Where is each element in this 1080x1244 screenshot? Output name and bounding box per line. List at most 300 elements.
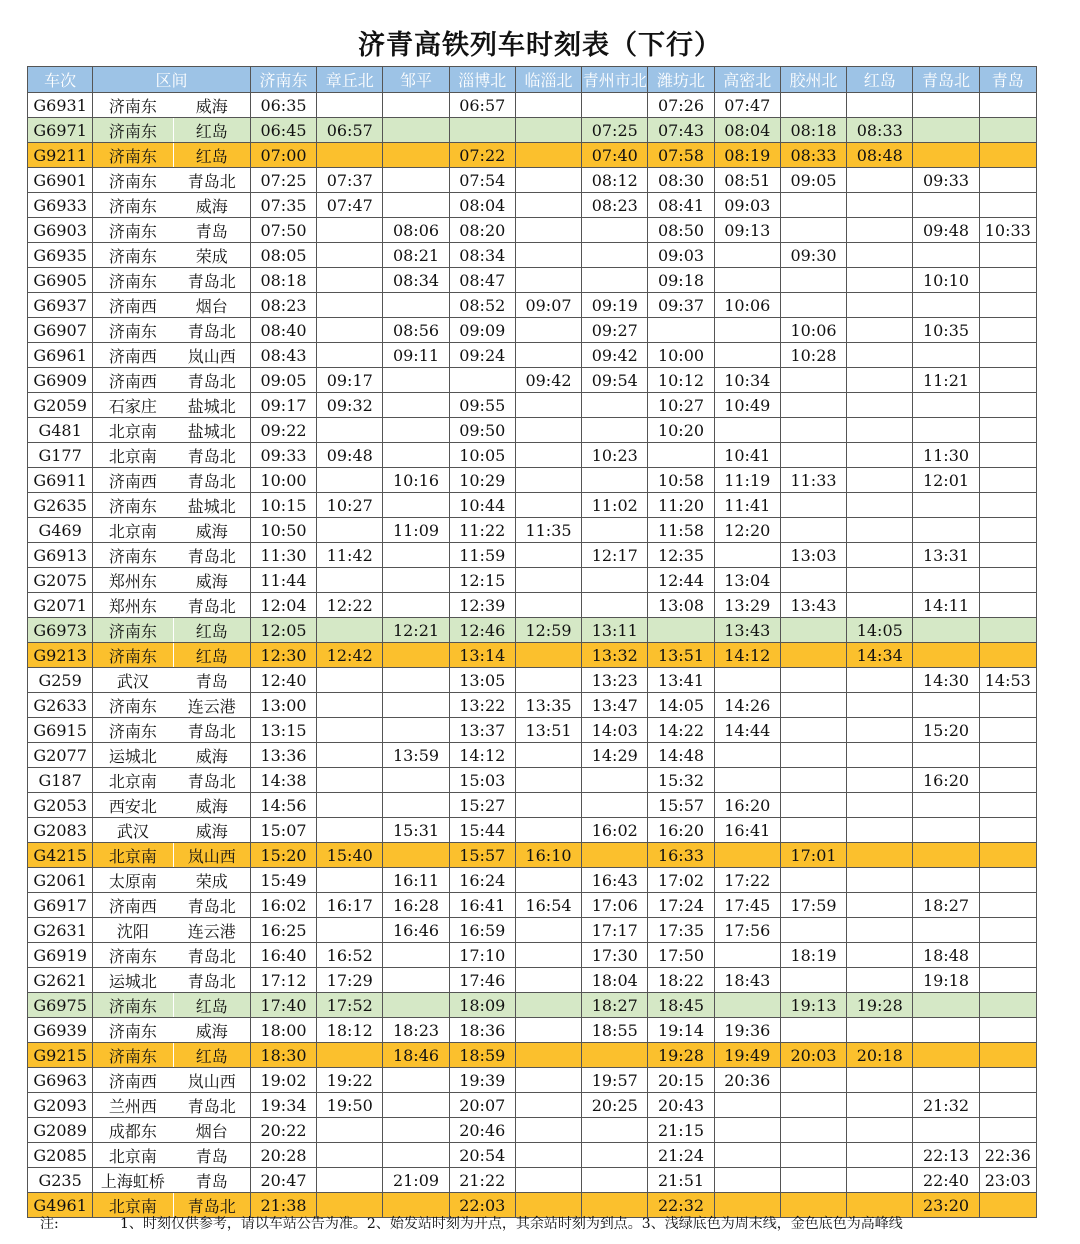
time-cell — [979, 718, 1036, 743]
footnote-text: 1、时刻仅供参考，请以车站公告为准。2、始发站时刻为开点，其余站时刻为到点。3、浅绿底色为周末线，金色底色为高峰线 — [120, 1216, 903, 1232]
time-cell — [979, 768, 1036, 793]
time-cell: 18:59 — [449, 1043, 515, 1068]
time-cell — [582, 218, 648, 243]
time-cell: 19:22 — [317, 1068, 383, 1093]
time-cell — [515, 943, 581, 968]
time-cell — [847, 393, 913, 418]
time-cell: 09:24 — [449, 343, 515, 368]
time-cell: 13:14 — [449, 643, 515, 668]
time-cell — [317, 318, 383, 343]
time-cell — [515, 418, 581, 443]
time-cell: 16:33 — [648, 843, 714, 868]
origin-station: 济南东 — [93, 193, 173, 218]
destination-station: 威海 — [173, 818, 250, 843]
time-cell — [582, 843, 648, 868]
header-train: 车次 — [28, 67, 93, 93]
time-cell: 08:21 — [383, 243, 449, 268]
table-row — [28, 668, 1037, 693]
time-cell — [780, 218, 846, 243]
time-cell — [847, 293, 913, 318]
table-row — [28, 1093, 1037, 1118]
time-cell — [913, 918, 979, 943]
time-cell: 16:25 — [250, 918, 316, 943]
time-cell — [317, 218, 383, 243]
time-cell — [449, 118, 515, 143]
time-cell — [317, 268, 383, 293]
time-cell: 18:48 — [913, 943, 979, 968]
origin-station: 上海虹桥 — [93, 1168, 173, 1193]
origin-station: 济南东 — [93, 168, 173, 193]
time-cell — [780, 1168, 846, 1193]
time-cell — [383, 1068, 449, 1093]
time-cell — [913, 1043, 979, 1068]
time-cell: 10:44 — [449, 493, 515, 518]
time-cell: 20:36 — [714, 1068, 780, 1093]
train-number: G6907 — [28, 318, 93, 343]
time-cell: 19:34 — [250, 1093, 316, 1118]
time-cell: 08:56 — [383, 318, 449, 343]
table-row — [28, 968, 1037, 993]
time-cell — [515, 1168, 581, 1193]
time-cell — [582, 1143, 648, 1168]
time-cell — [383, 968, 449, 993]
time-cell: 11:33 — [780, 468, 846, 493]
header-station: 淄博北 — [449, 67, 515, 93]
time-cell: 07:58 — [648, 143, 714, 168]
origin-station: 济南东 — [93, 618, 173, 643]
time-cell — [780, 868, 846, 893]
origin-station: 济南东 — [93, 718, 173, 743]
destination-station: 红岛 — [173, 1043, 250, 1068]
destination-station: 盐城北 — [173, 393, 250, 418]
time-cell: 10:16 — [383, 468, 449, 493]
time-cell — [847, 493, 913, 518]
time-cell — [979, 618, 1036, 643]
time-cell: 09:09 — [449, 318, 515, 343]
time-cell — [317, 468, 383, 493]
destination-station: 青岛 — [173, 668, 250, 693]
time-cell: 13:43 — [780, 593, 846, 618]
train-number: G235 — [28, 1168, 93, 1193]
time-cell: 07:47 — [714, 93, 780, 118]
time-cell: 21:32 — [913, 1093, 979, 1118]
time-cell — [317, 243, 383, 268]
time-cell — [515, 968, 581, 993]
time-cell — [714, 418, 780, 443]
time-cell: 09:48 — [317, 443, 383, 468]
time-cell: 18:27 — [913, 893, 979, 918]
time-cell — [515, 243, 581, 268]
time-cell: 10:06 — [780, 318, 846, 343]
time-cell — [582, 593, 648, 618]
time-cell: 19:14 — [648, 1018, 714, 1043]
header-station: 临淄北 — [515, 67, 581, 93]
time-cell: 18:23 — [383, 1018, 449, 1043]
time-cell: 10:10 — [913, 268, 979, 293]
time-cell — [515, 218, 581, 243]
time-cell: 17:35 — [648, 918, 714, 943]
time-cell: 18:43 — [714, 968, 780, 993]
time-cell — [383, 693, 449, 718]
destination-station: 青岛北 — [173, 1193, 250, 1218]
time-cell: 14:53 — [979, 668, 1036, 693]
time-cell — [383, 793, 449, 818]
time-cell: 10:06 — [714, 293, 780, 318]
time-cell — [913, 693, 979, 718]
origin-station: 济南东 — [93, 543, 173, 568]
time-cell: 17:24 — [648, 893, 714, 918]
train-number: G6911 — [28, 468, 93, 493]
destination-station: 威海 — [173, 568, 250, 593]
time-cell: 07:00 — [250, 143, 316, 168]
time-cell: 14:26 — [714, 693, 780, 718]
table-row — [28, 518, 1037, 543]
origin-station: 济南西 — [93, 1068, 173, 1093]
table-row — [28, 368, 1037, 393]
destination-station: 岚山西 — [173, 843, 250, 868]
time-cell: 09:42 — [582, 343, 648, 368]
time-cell: 16:40 — [250, 943, 316, 968]
time-cell — [780, 368, 846, 393]
time-cell: 13:36 — [250, 743, 316, 768]
time-cell — [714, 768, 780, 793]
destination-station: 威海 — [173, 743, 250, 768]
time-cell — [515, 668, 581, 693]
time-cell — [383, 493, 449, 518]
time-cell — [515, 743, 581, 768]
time-cell: 09:19 — [582, 293, 648, 318]
table-row — [28, 1068, 1037, 1093]
table-row — [28, 818, 1037, 843]
time-cell — [714, 943, 780, 968]
time-cell: 21:24 — [648, 1143, 714, 1168]
time-cell — [847, 1068, 913, 1093]
time-cell: 14:48 — [648, 743, 714, 768]
destination-station: 青岛北 — [173, 168, 250, 193]
time-cell: 16:41 — [449, 893, 515, 918]
train-number: G4961 — [28, 1193, 93, 1218]
time-cell: 07:22 — [449, 143, 515, 168]
time-cell: 19:49 — [714, 1043, 780, 1068]
time-cell — [317, 518, 383, 543]
time-cell: 13:04 — [714, 568, 780, 593]
destination-station: 青岛北 — [173, 718, 250, 743]
destination-station: 红岛 — [173, 993, 250, 1018]
time-cell — [515, 1093, 581, 1118]
time-cell: 12:46 — [449, 618, 515, 643]
footnote — [40, 1212, 1050, 1236]
train-number: G6931 — [28, 93, 93, 118]
origin-station: 济南东 — [93, 93, 173, 118]
time-cell: 10:23 — [582, 443, 648, 468]
time-cell — [780, 643, 846, 668]
train-number: G187 — [28, 768, 93, 793]
time-cell: 12:21 — [383, 618, 449, 643]
time-cell: 17:10 — [449, 943, 515, 968]
timetable-body — [28, 93, 1037, 1218]
time-cell: 21:09 — [383, 1168, 449, 1193]
time-cell — [979, 393, 1036, 418]
train-number: G2059 — [28, 393, 93, 418]
time-cell: 18:22 — [648, 968, 714, 993]
time-cell — [383, 143, 449, 168]
train-number: G9211 — [28, 143, 93, 168]
time-cell — [979, 1118, 1036, 1143]
time-cell: 16:28 — [383, 893, 449, 918]
header-station: 章丘北 — [317, 67, 383, 93]
train-number: G2061 — [28, 868, 93, 893]
time-cell — [383, 193, 449, 218]
time-cell — [317, 418, 383, 443]
time-cell: 11:59 — [449, 543, 515, 568]
time-cell: 08:23 — [582, 193, 648, 218]
time-cell: 18:36 — [449, 1018, 515, 1043]
origin-station: 济南西 — [93, 293, 173, 318]
time-cell: 06:35 — [250, 93, 316, 118]
origin-station: 太原南 — [93, 868, 173, 893]
time-cell — [913, 143, 979, 168]
time-cell — [979, 1018, 1036, 1043]
time-cell — [515, 118, 581, 143]
time-cell: 09:27 — [582, 318, 648, 343]
time-cell: 17:40 — [250, 993, 316, 1018]
time-cell — [847, 1168, 913, 1193]
time-cell: 08:30 — [648, 168, 714, 193]
time-cell: 09:05 — [780, 168, 846, 193]
time-cell: 23:20 — [913, 1193, 979, 1218]
origin-station: 济南东 — [93, 218, 173, 243]
time-cell — [847, 1018, 913, 1043]
time-cell: 18:46 — [383, 1043, 449, 1068]
time-cell: 17:29 — [317, 968, 383, 993]
destination-station: 青岛北 — [173, 318, 250, 343]
time-cell — [780, 693, 846, 718]
time-cell: 12:39 — [449, 593, 515, 618]
time-cell: 15:49 — [250, 868, 316, 893]
time-cell: 09:48 — [913, 218, 979, 243]
origin-station: 郑州东 — [93, 593, 173, 618]
time-cell — [979, 443, 1036, 468]
destination-station: 红岛 — [173, 118, 250, 143]
origin-station: 郑州东 — [93, 568, 173, 593]
header-station: 邹平 — [383, 67, 449, 93]
time-cell — [317, 818, 383, 843]
time-cell — [913, 343, 979, 368]
time-cell: 08:34 — [449, 243, 515, 268]
time-cell — [515, 1043, 581, 1068]
time-cell: 13:05 — [449, 668, 515, 693]
time-cell — [913, 393, 979, 418]
time-cell — [582, 468, 648, 493]
time-cell — [515, 768, 581, 793]
train-number: G6973 — [28, 618, 93, 643]
time-cell: 16:59 — [449, 918, 515, 943]
time-cell: 12:40 — [250, 668, 316, 693]
time-cell — [383, 393, 449, 418]
time-cell: 07:43 — [648, 118, 714, 143]
destination-station: 烟台 — [173, 293, 250, 318]
time-cell — [383, 543, 449, 568]
train-number: G481 — [28, 418, 93, 443]
time-cell: 18:27 — [582, 993, 648, 1018]
destination-station: 红岛 — [173, 143, 250, 168]
time-cell: 10:29 — [449, 468, 515, 493]
time-cell — [515, 818, 581, 843]
time-cell — [317, 93, 383, 118]
time-cell — [913, 193, 979, 218]
train-number: G6905 — [28, 268, 93, 293]
time-cell: 11:09 — [383, 518, 449, 543]
time-cell — [847, 218, 913, 243]
time-cell: 08:04 — [449, 193, 515, 218]
train-number: G9215 — [28, 1043, 93, 1068]
time-cell — [714, 1093, 780, 1118]
time-cell — [515, 193, 581, 218]
time-cell: 14:12 — [714, 643, 780, 668]
time-cell — [515, 593, 581, 618]
table-row — [28, 93, 1037, 118]
time-cell: 10:27 — [648, 393, 714, 418]
time-cell: 14:05 — [648, 693, 714, 718]
time-cell — [515, 443, 581, 468]
train-number: G2077 — [28, 743, 93, 768]
time-cell: 12:05 — [250, 618, 316, 643]
train-number: G2083 — [28, 818, 93, 843]
time-cell: 09:07 — [515, 293, 581, 318]
destination-station: 连云港 — [173, 693, 250, 718]
time-cell: 12:42 — [317, 643, 383, 668]
time-cell — [582, 568, 648, 593]
time-cell: 10:20 — [648, 418, 714, 443]
time-cell: 11:02 — [582, 493, 648, 518]
table-row — [28, 168, 1037, 193]
time-cell: 08:04 — [714, 118, 780, 143]
time-cell — [847, 243, 913, 268]
time-cell — [383, 93, 449, 118]
time-cell — [515, 868, 581, 893]
time-cell: 09:18 — [648, 268, 714, 293]
destination-station: 威海 — [173, 518, 250, 543]
time-cell — [714, 543, 780, 568]
time-cell — [317, 918, 383, 943]
time-cell — [515, 543, 581, 568]
train-number: G6971 — [28, 118, 93, 143]
time-cell: 15:27 — [449, 793, 515, 818]
time-cell — [317, 768, 383, 793]
time-cell: 07:37 — [317, 168, 383, 193]
time-cell: 08:51 — [714, 168, 780, 193]
time-cell: 12:59 — [515, 618, 581, 643]
time-cell — [714, 268, 780, 293]
destination-station: 盐城北 — [173, 493, 250, 518]
time-cell — [714, 743, 780, 768]
time-cell: 12:22 — [317, 593, 383, 618]
time-cell — [714, 1143, 780, 1168]
time-cell: 21:38 — [250, 1193, 316, 1218]
time-cell: 23:03 — [979, 1168, 1036, 1193]
time-cell: 16:20 — [648, 818, 714, 843]
time-cell: 09:33 — [913, 168, 979, 193]
destination-station: 青岛 — [173, 1143, 250, 1168]
time-cell: 14:44 — [714, 718, 780, 743]
train-number: G6961 — [28, 343, 93, 368]
time-cell — [780, 1018, 846, 1043]
time-cell: 18:55 — [582, 1018, 648, 1043]
time-cell: 17:12 — [250, 968, 316, 993]
time-cell — [383, 293, 449, 318]
time-cell — [383, 668, 449, 693]
time-cell — [383, 568, 449, 593]
table-row — [28, 1018, 1037, 1043]
time-cell — [979, 1093, 1036, 1118]
time-cell — [515, 918, 581, 943]
time-cell — [383, 443, 449, 468]
train-number: G6975 — [28, 993, 93, 1018]
time-cell: 14:38 — [250, 768, 316, 793]
time-cell: 11:58 — [648, 518, 714, 543]
origin-station: 运城北 — [93, 968, 173, 993]
time-cell: 08:18 — [250, 268, 316, 293]
time-cell: 19:28 — [847, 993, 913, 1018]
time-cell: 13:47 — [582, 693, 648, 718]
destination-station: 荣成 — [173, 243, 250, 268]
time-cell: 08:06 — [383, 218, 449, 243]
time-cell — [780, 768, 846, 793]
time-cell: 12:30 — [250, 643, 316, 668]
time-cell — [515, 1018, 581, 1043]
time-cell — [515, 143, 581, 168]
time-cell — [913, 793, 979, 818]
destination-station: 青岛北 — [173, 593, 250, 618]
time-cell: 08:18 — [780, 118, 846, 143]
time-cell: 06:57 — [317, 118, 383, 143]
time-cell — [979, 568, 1036, 593]
time-cell — [979, 993, 1036, 1018]
time-cell: 16:11 — [383, 868, 449, 893]
time-cell — [515, 568, 581, 593]
train-number: G6933 — [28, 193, 93, 218]
table-row — [28, 1168, 1037, 1193]
time-cell — [847, 768, 913, 793]
origin-station: 北京南 — [93, 518, 173, 543]
time-cell — [515, 168, 581, 193]
table-row — [28, 118, 1037, 143]
time-cell — [913, 743, 979, 768]
time-cell: 17:22 — [714, 868, 780, 893]
time-cell — [847, 1093, 913, 1118]
time-cell — [979, 643, 1036, 668]
time-cell: 10:27 — [317, 493, 383, 518]
time-cell: 15:57 — [449, 843, 515, 868]
time-cell: 20:47 — [250, 1168, 316, 1193]
table-row — [28, 768, 1037, 793]
time-cell — [979, 793, 1036, 818]
time-cell — [317, 568, 383, 593]
time-cell — [913, 293, 979, 318]
train-number: G6909 — [28, 368, 93, 393]
time-cell: 12:01 — [913, 468, 979, 493]
time-cell — [714, 243, 780, 268]
time-cell: 13:22 — [449, 693, 515, 718]
time-cell — [780, 493, 846, 518]
time-cell: 19:18 — [913, 968, 979, 993]
time-cell — [317, 293, 383, 318]
time-cell — [847, 193, 913, 218]
time-cell — [780, 518, 846, 543]
destination-station: 荣成 — [173, 868, 250, 893]
time-cell — [515, 343, 581, 368]
time-cell — [582, 243, 648, 268]
